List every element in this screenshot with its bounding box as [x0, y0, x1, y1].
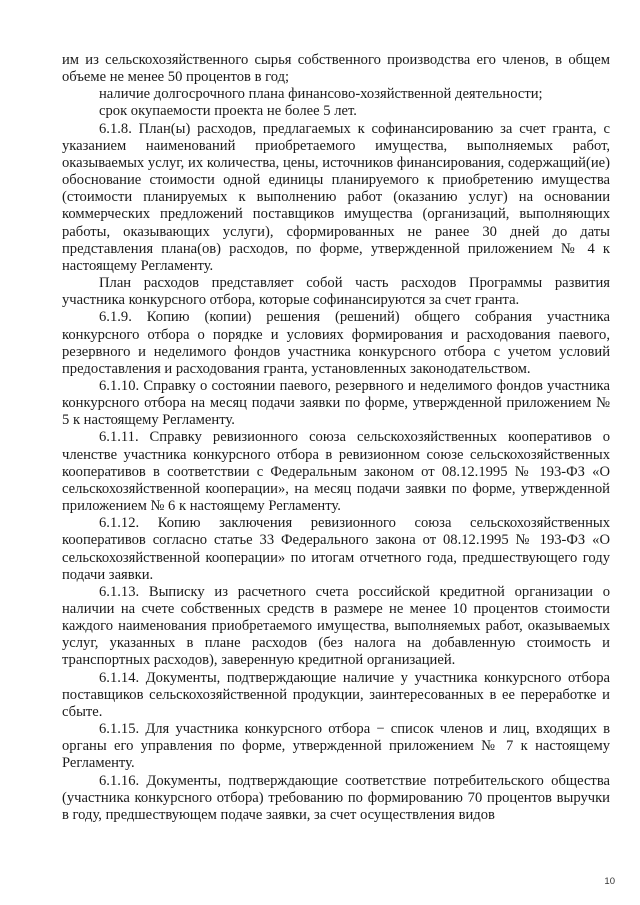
paragraph-6-1-12: 6.1.12. Копию заключения ревизионного союза сельскохозяйственных кооперативов согласно статье 33 Федерального закона от 08.12.1995 № 193-ФЗ «О сельскохозяйственной кооперации» по итогам отчетного года, предшествующего году подачи заявки.: [62, 515, 610, 583]
paragraph-6-1-15: 6.1.15. Для участника конкурсного отбора − список членов и лиц, входящих в органы его управления по форме, утвержденной приложением № 7 к настоящему Регламенту.: [62, 721, 610, 772]
paragraph-6-1-9: 6.1.9. Копию (копии) решения (решений) общего собрания участника конкурсного отбора о порядке и условиях формирования и расходования паевого, резервного и неделимого фондов участника конкурсного отбора с учетом условий предоставления и расходования гранта, установленных законодательством.: [62, 309, 610, 377]
page-number: 10: [604, 876, 615, 887]
paragraph-6-1-8: 6.1.8. План(ы) расходов, предлагаемых к софинансированию за счет гранта, с указанием наименований приобретаемого имущества, выполняемых работ, оказываемых услуг, их количества, цены, источников финансирования, содержащий(ие) обоснование стоимости одной единицы планируемого к приобретению имущества (стоимости планируемых к выполнению работ (оказанию услуг) на основании коммерческих предложений поставщиков имущества (организаций, выполняющих работы, оказывающих услуги), сформированных не ранее 30 дней до даты представления плана(ов) расходов, по форме, утвержденной приложением № 4 к настоящему Регламенту.: [62, 120, 610, 274]
paragraph-6-1-14: 6.1.14. Документы, подтверждающие наличие у участника конкурсного отбора поставщиков сельскохозяйственной продукции, заинтересованных в ее переработке и сбыте.: [62, 669, 610, 720]
paragraph-6-1-11: 6.1.11. Справку ревизионного союза сельскохозяйственных кооперативов о членстве участника конкурсного отбора в ревизионном союзе сельскохозяйственных кооперативов в соответствии с Федеральным законом от 08.12.1995 № 193-ФЗ «О сельскохозяйственной кооперации», на месяц подачи заявки по форме, утвержденной приложением № 6 к настоящему Регламенту.: [62, 429, 610, 515]
paragraph-6-1-10: 6.1.10. Справку о состоянии паевого, резервного и неделимого фондов участника конкурсного отбора на месяц подачи заявки по форме, утвержденной приложением № 5 к настоящему Регламенту.: [62, 377, 610, 429]
paragraph-6-1-16: 6.1.16. Документы, подтверждающие соответствие потребительского общества (участника конкурсного отбора) требованию по формированию 70 процентов выручки в году, предшествующем подаче заявки, за счет осуществления видов: [62, 772, 610, 823]
paragraph-payback-period: срок окупаемости проекта не более 5 лет.: [99, 103, 357, 120]
paragraph-continuation: им из сельскохозяйственного сырья собственного производства его членов, в общем объеме не менее 50 процентов в год;: [62, 52, 610, 86]
document-body: [62, 52, 610, 824]
paragraph-long-term-plan: наличие долгосрочного плана финансово-хозяйственной деятельности;: [99, 86, 543, 103]
paragraph-6-1-13: 6.1.13. Выписку из расчетного счета российской кредитной организации о наличии на счете собственных средств в размере не менее 10 процентов стоимости каждого наименования приобретаемого имущества, выполняемых работ, оказываемых услуг, указанных в плане расходов (без налога на добавленную стоимость и транспортных расходов), заверенную кредитной организацией.: [62, 583, 610, 669]
paragraph-expense-plan: План расходов представляет собой часть расходов Программы развития участника конкурсного отбора, которые софинансируются за счет гранта.: [62, 275, 610, 309]
